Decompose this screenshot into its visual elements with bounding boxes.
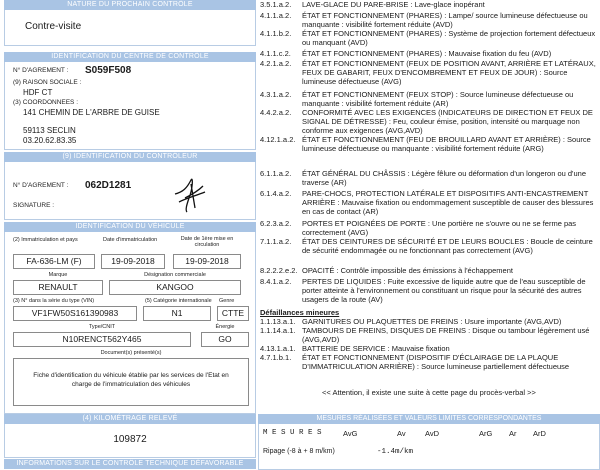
defaut-text: PORTES ET POIGNÉES DE PORTE : Une portière ne s'ouvre ou ne se ferme pas correctement (AVG) bbox=[302, 219, 577, 237]
attention-text: << Attention, il existe une suite à cette page du procès-verbal >> bbox=[322, 388, 536, 397]
defaut-code: 4.1.1.c.2. bbox=[260, 49, 291, 58]
type-label: Type/CNIT bbox=[88, 324, 116, 330]
defaut-code: 4.7.1.b.1. bbox=[260, 353, 292, 362]
defaut-text: ÉTAT ET FONCTIONNEMENT (PHARES) : Système de projection fortement défectueux ou manquant (AVD) bbox=[302, 29, 596, 47]
docs-value: Fiche d'identification du véhicule établie par les services de l'Etat en charge de l'immatriculation des véhicules bbox=[13, 358, 249, 406]
defaut-text: ÉTAT ET FONCTIONNEMENT (DISPOSITIF D'ÉCLAIRAGE DE LA PLAQUE D'IMMATRICULATION ARRIÈRE) : Source lumineuse partiellement défectueuse bbox=[302, 353, 570, 371]
section-header: (4) KILOMÉTRAGE RELEVÉ bbox=[4, 414, 256, 424]
section-header: (9) IDENTIFICATION DU CONTRÔLEUR bbox=[4, 152, 256, 162]
categorie-label: (5) Catégorie internationale bbox=[145, 298, 212, 304]
prochain-controle-section bbox=[4, 0, 256, 46]
col-av: Av bbox=[397, 429, 406, 438]
controleur-agrement-label: N° D'AGREMENT : bbox=[13, 182, 69, 189]
defaut-code: 4.4.2.a.2. bbox=[260, 108, 292, 117]
address-line-2: 59113 SECLIN bbox=[23, 126, 76, 135]
left-column bbox=[4, 0, 256, 470]
right-column bbox=[258, 0, 600, 470]
kilometrage-section bbox=[4, 414, 256, 458]
vin-label: (3) N° dans la série du type (VIN) bbox=[13, 298, 95, 304]
date-premiere-value: 19-09-2018 bbox=[173, 254, 241, 269]
coordonnees-label: (3) COORDONNEES : bbox=[13, 99, 79, 106]
date-immat-label: Date d'immatriculation bbox=[103, 237, 158, 243]
categorie-value: N1 bbox=[143, 306, 211, 321]
section-header: IDENTIFICATION DU VÉHICULE bbox=[4, 222, 256, 232]
defaut-code: 6.1.1.a.2. bbox=[260, 169, 292, 178]
defaut-code: 1.1.13.a.1. bbox=[260, 317, 296, 326]
defaut-text: TAMBOURS DE FREINS, DISQUES DE FREINS : Disque ou tambour légèrement usé (AVG,AVD) bbox=[302, 326, 590, 344]
col-ard: ArD bbox=[533, 429, 546, 438]
ripage-value: -1.4m/km bbox=[377, 448, 414, 456]
mesures-header: MESURES RÉALISÉES ET VALEURS LIMITES CORRESPONDANTES bbox=[258, 414, 600, 424]
date-immat-value: 19-09-2018 bbox=[101, 254, 165, 269]
mesures-label: M E S U R E S bbox=[263, 429, 322, 437]
immat-label: (2) Immatriculation et pays bbox=[13, 237, 78, 243]
vehicule-section bbox=[4, 222, 256, 414]
defaut-code: 6.2.3.a.2. bbox=[260, 219, 292, 228]
defaut-text: PERTES DE LIQUIDES : Fuite excessive de liquide autre que de l'eau susceptible de porter atteinte à l'environnement ou constituant un risque pour la sécurité des autres usagers de la route (AV) bbox=[302, 277, 586, 304]
date-premiere-label: Date de 1ère mise en circulation bbox=[180, 236, 234, 248]
type-value: N10RENCT562Y465 bbox=[13, 332, 191, 347]
defaut-code: 4.2.1.a.2. bbox=[260, 59, 292, 68]
defaut-code: 6.1.4.a.2. bbox=[260, 189, 292, 198]
defaut-code: 8.2.2.2.e.2. bbox=[260, 266, 298, 275]
address-line-1: 141 CHEMIN DE L'ARBRE DE GUISE bbox=[23, 108, 160, 117]
defaut-text: ÉTAT DES CEINTURES DE SÉCURITÉ ET DE LEURS BOUCLES : Boucle de ceinture de sécurité endommagée ou ne fonctionnant pas correctement (AVG) bbox=[302, 237, 593, 255]
defaut-code: 4.1.1.a.2. bbox=[260, 11, 292, 20]
defaut-text: ÉTAT ET FONCTIONNEMENT (FEU DE BROUILLARD AVANT ET ARRIÈRE) : Source lumineuse défectueuse ou manquante : visibilité fortement réduite (ARG) bbox=[302, 135, 591, 153]
defaut-code: 4.1.1.b.2. bbox=[260, 29, 292, 38]
defaut-code: 7.1.1.a.2. bbox=[260, 237, 292, 246]
defaut-text: LAVE-GLACE DU PARE-BRISE : Lave-glace inopérant bbox=[302, 0, 485, 9]
signature-image bbox=[165, 168, 215, 214]
col-avg: AvG bbox=[343, 429, 358, 438]
controleur-section bbox=[4, 152, 256, 220]
designation-label: Désignation commerciale bbox=[144, 272, 206, 278]
defaut-text: CONFORMITÉ AVEC LES EXIGENCES (INDICATEURS DE DIRECTION ET FEUX DE SIGNAL DE DÉTRESSE) : Feu, couleur émise, position, intensité ou marquage non conforme aux exigences (AVG,AVD) bbox=[302, 108, 593, 135]
defaut-text: BATTERIE DE SERVICE : Mauvaise fixation bbox=[302, 344, 450, 353]
defaut-text: OPACITÉ : Contrôle impossible des émissions à l'échappement bbox=[302, 266, 513, 275]
info-header: INFORMATIONS SUR LE CONTRÔLE TECHNIQUE DÉFAVORABLE bbox=[4, 459, 256, 469]
col-arg: ArG bbox=[479, 429, 493, 438]
centre-agrement-label: N° D'AGREMENT : bbox=[13, 67, 69, 74]
defaut-code: 4.3.1.a.2. bbox=[260, 90, 292, 99]
section-header: NATURE DU PROCHAIN CONTRÔLE bbox=[4, 0, 256, 10]
controleur-agrement-value: 062D1281 bbox=[85, 180, 132, 191]
defaut-text: ÉTAT ET FONCTIONNEMENT (PHARES) : Lampe/ source lumineuse défectueuse ou manquante : visibilité fortement réduite (AVD) bbox=[302, 11, 588, 29]
ripage-label: Ripage (-8 à + 8 m/km) bbox=[263, 448, 335, 455]
signature-label: SIGNATURE : bbox=[13, 202, 55, 209]
col-avd: AvD bbox=[425, 429, 440, 438]
energie-label: Énergie bbox=[215, 324, 235, 330]
genre-value: CTTE bbox=[217, 306, 249, 321]
defaut-code: 4.13.1.a.1. bbox=[260, 344, 296, 353]
immat-value: FA-636-LM (F) bbox=[13, 254, 95, 269]
defaut-text: PARE-CHOCS, PROTECTION LATÉRALE ET DISPOSITIFS ANTI-ENCASTREMENT ARRIÈRE : Mauvaise fixation ou endommagement susceptible de causer des blessures en cas de contact (AR) bbox=[302, 189, 594, 216]
defaut-code: 1.1.14.a.1. bbox=[260, 326, 296, 335]
marque-label: Marque bbox=[48, 272, 68, 278]
phone: 03.20.62.83.35 bbox=[23, 136, 77, 145]
centre-agrement-value: S059F508 bbox=[85, 65, 132, 76]
genre-label: Genre bbox=[219, 298, 235, 304]
mineures-title-text: Défaillances mineures bbox=[260, 308, 340, 317]
centre-section bbox=[4, 52, 256, 150]
defaut-code: 3.5.1.a.2. bbox=[260, 0, 292, 9]
mesures-body bbox=[258, 424, 600, 470]
defaut-text: ÉTAT ET FONCTIONNEMENT (PHARES) : Mauvaise fixation du feu (AVD) bbox=[302, 49, 552, 58]
energie-value: GO bbox=[201, 332, 249, 347]
vin-value: VF1FW50S161390983 bbox=[13, 306, 137, 321]
col-ar: Ar bbox=[509, 429, 517, 438]
designation-value: KANGOO bbox=[109, 280, 241, 295]
marque-value: RENAULT bbox=[13, 280, 103, 295]
docs-label: Document(s) présenté(s) bbox=[100, 350, 162, 356]
defaut-text: ÉTAT ET FONCTIONNEMENT (FEUX DE POSITION AVANT, ARRIÈRE ET LATÉRAUX, FEUX DE GABARIT, FEUX D'ENCOMBREMENT ET FEUX DE JOUR) : Source lumineuse défectueuse (AVG) bbox=[302, 59, 596, 86]
defaut-text: ÉTAT GÉNÉRAL DU CHÂSSIS : Légère fêlure ou déformation d'un longeron ou d'une traverse (AR) bbox=[302, 169, 586, 187]
raison-sociale-label: (9) RAISON SOCIALE : bbox=[13, 79, 82, 86]
defaut-text: ÉTAT ET FONCTIONNEMENT (FEUX STOP) : Source lumineuse défectueuse ou manquante : visibilité fortement réduite (AR) bbox=[302, 90, 574, 108]
section-header: IDENTIFICATION DU CENTRE DE CONTRÔLE bbox=[4, 52, 256, 62]
defaut-code: 8.4.1.a.2. bbox=[260, 277, 292, 286]
kilometrage-value: 109872 bbox=[113, 434, 147, 445]
defaut-code: 4.12.1.a.2. bbox=[260, 135, 296, 144]
prochain-controle-value: Contre-visite bbox=[25, 21, 82, 32]
defaut-text: GARNITURES OU PLAQUETTES DE FREINS : Usure importante (AVG,AVD) bbox=[302, 317, 562, 326]
raison-sociale-value: HDF CT bbox=[23, 88, 53, 97]
